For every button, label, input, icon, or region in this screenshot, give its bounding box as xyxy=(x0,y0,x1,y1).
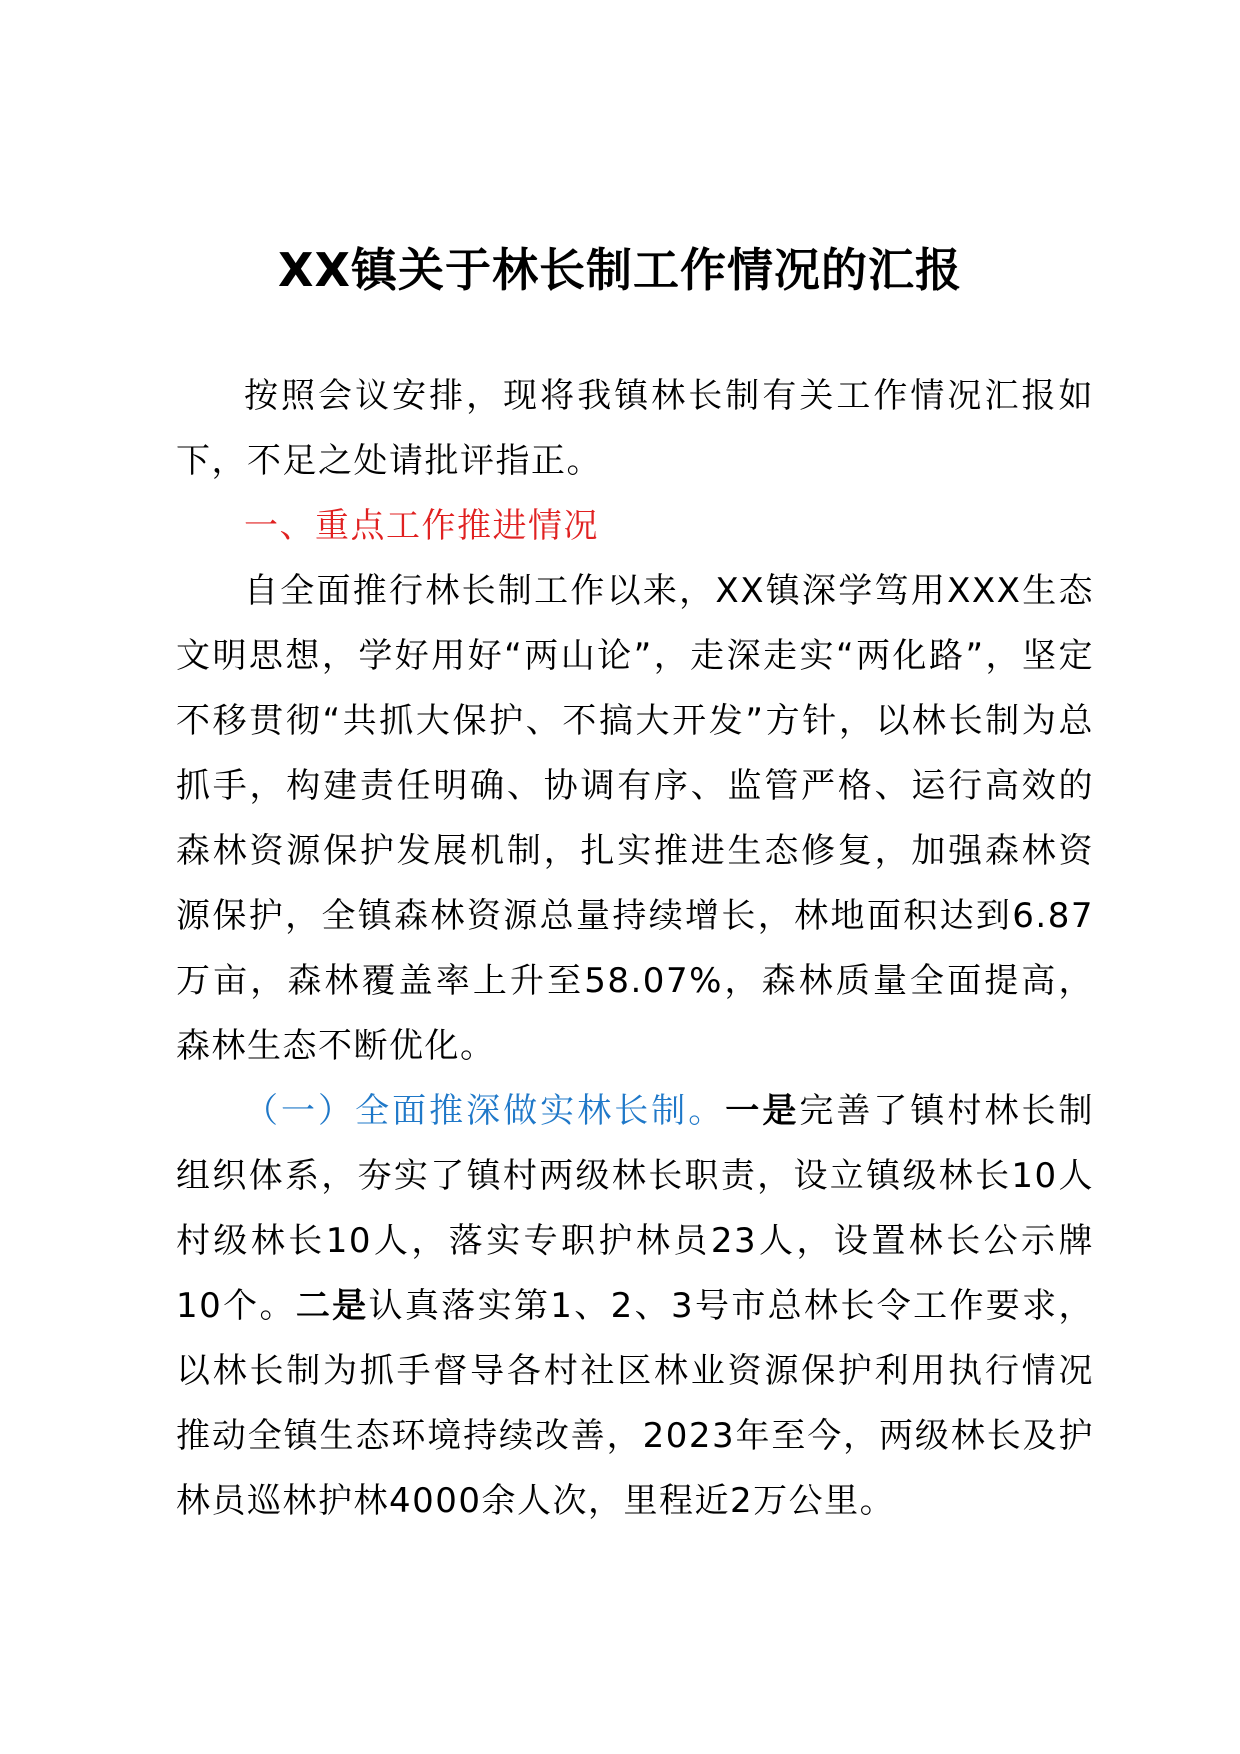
intro-paragraph: 按照会议安排，现将我镇林长制有关工作情况汇报如下，不足之处请批评指正。 xyxy=(176,376,1094,481)
point-one-text: 完善了镇村林长制组织体系，夯实了镇村两级林长职责，设立镇级林长10人村级林长10人，落实专职护林员23人，设置林长公示牌10个。 xyxy=(176,1091,1095,1326)
document-title: XX镇关于林长制工作情况的汇报 xyxy=(278,243,962,297)
point-one-label: 一是 xyxy=(725,1091,800,1131)
subsection-paragraph xyxy=(176,1079,1094,1534)
point-two-label: 二是 xyxy=(295,1286,369,1326)
section-paragraph: 自全面推行林长制工作以来，XX镇深学笃用XXX生态文明思想，学好用好“两山论”，走深走实“两化路”，坚定不移贯彻“共抓大保护、不搞大开发”方针，以林长制为总抓手，构建责任明确、协调有序、监管严格、运行高效的森林资源保护发展机制，扎实推进生态修复，加强森林资源保护，全镇森林资源总量持续增长，林地面积达到6.87万亩，森林覆盖率上升至58.07%，森林质量全面提高，森林生态不断优化。 xyxy=(176,571,1094,1066)
section-heading: 一、重点工作推进情况 xyxy=(244,506,599,546)
document-body xyxy=(176,364,1094,1534)
subsection-heading: （一）全面推深做实林长制。 xyxy=(244,1091,726,1131)
point-two-text: 认真落实第1、2、3号市总林长令工作要求，以林长制为抓手督导各村社区林业资源保护利用执行情况推动全镇生态环境持续改善，2023年至今，两级林长及护林员巡林护林4000余人次，里程近2万公里。 xyxy=(176,1286,1095,1521)
